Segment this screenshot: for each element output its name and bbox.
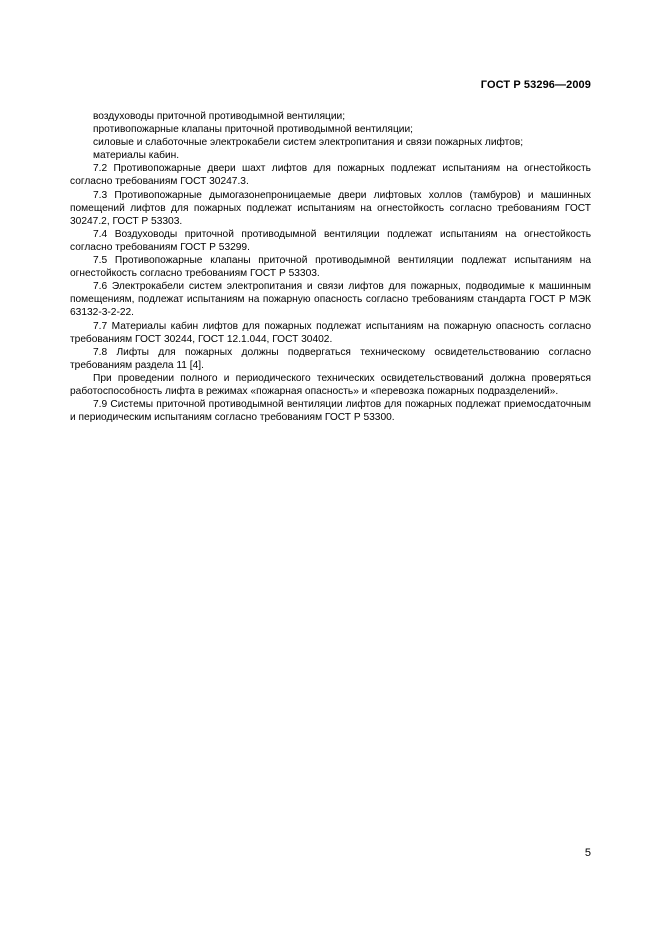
- paragraph-7-4: 7.4 Воздуховоды приточной противодымной вентиляции подлежат испытаниям на огнестойкость согласно требованиям ГОСТ Р 53299.: [70, 228, 591, 253]
- paragraph-list-item-air-ducts: воздуховоды приточной противодымной вентиляции;: [93, 111, 346, 122]
- paragraph-list-item-cables: силовые и слаботочные электрокабели систем электропитания и связи пожарных лифтов;: [93, 137, 524, 149]
- paragraph-7-8: 7.8 Лифты для пожарных должны подвергаться техническому освидетельствованию согласно требованиям раздела 11 [4].: [70, 346, 591, 371]
- paragraph-list-item-fire-dampers: противопожарные клапаны приточной противодымной вентиляции;: [93, 124, 413, 136]
- document-body: [70, 110, 591, 424]
- paragraph-7-5: 7.5 Противопожарные клапаны приточной противодымной вентиляции подлежат испытаниям на огнестойкость согласно требованиям ГОСТ Р 53303.: [70, 255, 591, 280]
- paragraph-7-6: 7.6 Электрокабели систем электропитания и связи лифтов для пожарных, подводимые к машинным помещениям, подлежат испытаниям на пожарную опасность согласно требованиям стандарта ГОСТ Р МЭК 63132-3-2-22.: [70, 281, 591, 319]
- paragraph-7-3: 7.3 Противопожарные дымогазонепроницаемые двери лифтовых холлов (тамбуров) и машинных помещений лифтов для пожарных подлежат испытаниям на огнестойкость согласно требованиям ГОСТ 30247.2, ГОСТ Р 53303.: [70, 189, 591, 227]
- paragraph-7-7: 7.7 Материалы кабин лифтов для пожарных подлежат испытаниям на пожарную опасность согласно требованиям ГОСТ 30244, ГОСТ 12.1.044, ГОСТ 30402.: [70, 320, 591, 345]
- paragraph-list-item-cabin-materials: материалы кабин.: [93, 150, 180, 162]
- document-standard-code: ГОСТ Р 53296—2009: [480, 79, 591, 91]
- page-number: 5: [584, 847, 591, 859]
- paragraph-7-9: 7.9 Системы приточной противодымной вентиляции лифтов для пожарных подлежат приемосдаточным и периодическим испытаниям согласно требованиям ГОСТ Р 53300.: [70, 399, 591, 424]
- paragraph-7-2: 7.2 Противопожарные двери шахт лифтов для пожарных подлежат испытаниям на огнестойкость согласно требованиям ГОСТ 30247.3.: [70, 163, 591, 188]
- paragraph-7-8-continued: При проведении полного и периодического технических освидетельствований должна проверяться работоспособность лифта в режимах «пожарная опасность» и «перевозка пожарных подразделений».: [70, 372, 591, 397]
